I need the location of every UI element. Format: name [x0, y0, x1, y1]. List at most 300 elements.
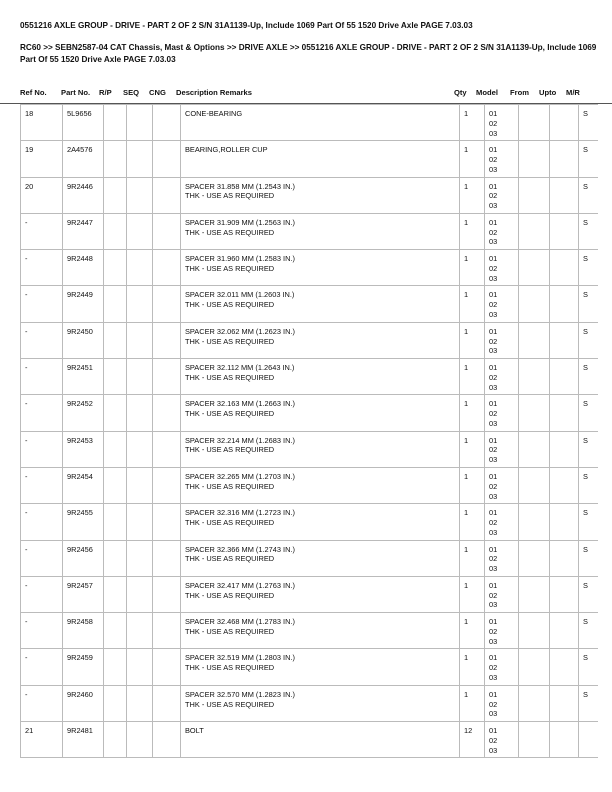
model	[485, 540, 519, 576]
table-row	[21, 576, 599, 612]
part-no: 9R2451	[63, 359, 104, 395]
description-line-2: THK - USE AS REQUIRED	[185, 663, 275, 673]
model-3: 03	[489, 237, 498, 247]
part-no: 9R2452	[63, 395, 104, 431]
table-row	[21, 649, 599, 685]
model	[485, 177, 519, 213]
qty: 1	[460, 213, 485, 249]
ref-no: -	[21, 540, 63, 576]
from-cell	[519, 722, 550, 758]
seq-cell	[127, 250, 153, 286]
model-3: 03	[489, 491, 498, 501]
table-row	[21, 467, 599, 503]
ref-no: -	[21, 504, 63, 540]
rp-cell	[104, 685, 127, 721]
description	[181, 141, 460, 177]
description-line-2: THK - USE AS REQUIRED	[185, 227, 275, 237]
rp-cell	[104, 576, 127, 612]
seq-cell	[127, 141, 153, 177]
col-mr: M/R	[566, 88, 580, 97]
model-2: 02	[489, 409, 498, 419]
model-3: 03	[489, 455, 498, 465]
table-row	[21, 322, 599, 358]
qty: 1	[460, 504, 485, 540]
col-from: From	[510, 88, 529, 97]
table-row	[21, 359, 599, 395]
description-line-1: SPACER 32.366 MM (1.2743 IN.)	[185, 544, 295, 554]
seq-cell	[127, 540, 153, 576]
cng-cell	[153, 540, 181, 576]
description-line-2: THK - USE AS REQUIRED	[185, 626, 275, 636]
description-line-1: BOLT	[185, 726, 204, 736]
part-no: 9R2460	[63, 685, 104, 721]
from-cell	[519, 504, 550, 540]
model-3: 03	[489, 201, 498, 211]
model-1: 01	[489, 109, 498, 118]
model-3: 03	[489, 600, 498, 610]
model-2: 02	[489, 336, 498, 346]
qty: 1	[460, 395, 485, 431]
qty: 1	[460, 685, 485, 721]
rp-cell	[104, 504, 127, 540]
cng-cell	[153, 431, 181, 467]
from-cell	[519, 431, 550, 467]
rp-cell	[104, 649, 127, 685]
model	[485, 213, 519, 249]
model	[485, 431, 519, 467]
qty: 1	[460, 177, 485, 213]
upto-cell	[550, 431, 579, 467]
mr: S	[579, 250, 599, 286]
mr: S	[579, 504, 599, 540]
from-cell	[519, 467, 550, 503]
seq-cell	[127, 431, 153, 467]
cng-cell	[153, 467, 181, 503]
upto-cell	[550, 250, 579, 286]
table-row	[21, 141, 599, 177]
mr: S	[579, 359, 599, 395]
mr: S	[579, 467, 599, 503]
seq-cell	[127, 395, 153, 431]
part-no: 9R2446	[63, 177, 104, 213]
description-line-1: BEARING,ROLLER CUP	[185, 145, 268, 155]
part-no: 9R2453	[63, 431, 104, 467]
part-no: 9R2450	[63, 322, 104, 358]
mr: S	[579, 685, 599, 721]
rp-cell	[104, 613, 127, 649]
from-cell	[519, 322, 550, 358]
from-cell	[519, 649, 550, 685]
seq-cell	[127, 177, 153, 213]
description-line-1: SPACER 32.265 MM (1.2703 IN.)	[185, 471, 295, 481]
upto-cell	[550, 141, 579, 177]
qty: 1	[460, 359, 485, 395]
upto-cell	[550, 613, 579, 649]
qty: 1	[460, 467, 485, 503]
model-3: 03	[489, 164, 498, 174]
model-1: 01	[489, 471, 498, 481]
cng-cell	[153, 576, 181, 612]
model	[485, 649, 519, 685]
col-upto: Upto	[539, 88, 557, 97]
model-3: 03	[489, 128, 498, 138]
description	[181, 467, 460, 503]
description-line-1: SPACER 31.909 MM (1.2563 IN.)	[185, 217, 295, 227]
part-no: 9R2459	[63, 649, 104, 685]
ref-no: -	[21, 213, 63, 249]
qty: 1	[460, 286, 485, 322]
rp-cell	[104, 213, 127, 249]
part-no: 9R2448	[63, 250, 104, 286]
model-3: 03	[489, 673, 498, 683]
model	[485, 395, 519, 431]
description-line-2: THK - USE AS REQUIRED	[185, 300, 275, 310]
rp-cell	[104, 467, 127, 503]
model-1: 01	[489, 290, 498, 300]
description-line-1: SPACER 32.316 MM (1.2723 IN.)	[185, 508, 295, 518]
model-2: 02	[489, 663, 498, 673]
ref-no: -	[21, 649, 63, 685]
rp-cell	[104, 540, 127, 576]
ref-no: -	[21, 613, 63, 649]
description-line-2: THK - USE AS REQUIRED	[185, 518, 275, 528]
cng-cell	[153, 722, 181, 758]
mr: S	[579, 105, 599, 141]
mr: S	[579, 431, 599, 467]
cng-cell	[153, 322, 181, 358]
part-no: 5L9656	[63, 105, 104, 141]
model-1: 01	[489, 689, 498, 699]
model-3: 03	[489, 709, 498, 719]
model-1: 01	[489, 363, 498, 373]
ref-no: 21	[21, 722, 63, 758]
model	[485, 467, 519, 503]
upto-cell	[550, 576, 579, 612]
col-desc: Description Remarks	[176, 88, 252, 97]
cng-cell	[153, 685, 181, 721]
ref-no: -	[21, 286, 63, 322]
model-1: 01	[489, 653, 498, 663]
part-no: 9R2447	[63, 213, 104, 249]
upto-cell	[550, 722, 579, 758]
ref-no: -	[21, 467, 63, 503]
description	[181, 722, 460, 758]
table-row	[21, 613, 599, 649]
cng-cell	[153, 395, 181, 431]
rp-cell	[104, 395, 127, 431]
description	[181, 685, 460, 721]
ref-no: 19	[21, 141, 63, 177]
qty: 1	[460, 576, 485, 612]
model-3: 03	[489, 310, 498, 320]
ref-no: -	[21, 322, 63, 358]
qty: 1	[460, 141, 485, 177]
from-cell	[519, 359, 550, 395]
ref-no: -	[21, 395, 63, 431]
description-line-1: SPACER 32.417 MM (1.2763 IN.)	[185, 580, 295, 590]
mr: S	[579, 613, 599, 649]
col-rp: R/P	[99, 88, 112, 97]
col-ref: Ref No.	[20, 88, 47, 97]
table-row	[21, 540, 599, 576]
part-no: 9R2449	[63, 286, 104, 322]
ref-no: -	[21, 250, 63, 286]
cng-cell	[153, 649, 181, 685]
model	[485, 576, 519, 612]
cng-cell	[153, 613, 181, 649]
mr: S	[579, 141, 599, 177]
description-line-2: THK - USE AS REQUIRED	[185, 699, 275, 709]
qty: 1	[460, 540, 485, 576]
parts-table-container	[20, 104, 598, 759]
part-no: 2A4576	[63, 141, 104, 177]
model	[485, 105, 519, 141]
cng-cell	[153, 286, 181, 322]
model	[485, 359, 519, 395]
upto-cell	[550, 213, 579, 249]
parts-table	[20, 104, 598, 758]
mr: S	[579, 286, 599, 322]
description	[181, 250, 460, 286]
description	[181, 322, 460, 358]
model-2: 02	[489, 481, 498, 491]
description	[181, 504, 460, 540]
col-qty: Qty	[454, 88, 467, 97]
description-line-1: SPACER 32.468 MM (1.2783 IN.)	[185, 617, 295, 627]
seq-cell	[127, 613, 153, 649]
from-cell	[519, 141, 550, 177]
description-line-2: THK - USE AS REQUIRED	[185, 445, 275, 455]
description	[181, 576, 460, 612]
description	[181, 105, 460, 141]
model-3: 03	[489, 564, 498, 574]
mr: S	[579, 213, 599, 249]
table-row	[21, 286, 599, 322]
model	[485, 141, 519, 177]
table-row	[21, 177, 599, 213]
upto-cell	[550, 504, 579, 540]
cng-cell	[153, 105, 181, 141]
cng-cell	[153, 504, 181, 540]
qty: 1	[460, 613, 485, 649]
col-part: Part No.	[61, 88, 91, 97]
model-2: 02	[489, 155, 498, 165]
cng-cell	[153, 250, 181, 286]
col-seq: SEQ	[123, 88, 140, 97]
description-line-1: SPACER 32.112 MM (1.2643 IN.)	[185, 363, 295, 373]
mr	[579, 722, 599, 758]
mr: S	[579, 649, 599, 685]
model	[485, 722, 519, 758]
seq-cell	[127, 213, 153, 249]
upto-cell	[550, 685, 579, 721]
rp-cell	[104, 286, 127, 322]
from-cell	[519, 177, 550, 213]
model-2: 02	[489, 590, 498, 600]
table-row	[21, 722, 599, 758]
model-1: 01	[489, 544, 498, 554]
page-title: 0551216 AXLE GROUP - DRIVE - PART 2 OF 2 S/N 31A1139-Up, Include 1069 Part Of 55 1520 Drive Axle PAGE 7.03.03	[20, 21, 473, 30]
col-cng: CNG	[149, 88, 166, 97]
part-no: 9R2457	[63, 576, 104, 612]
from-cell	[519, 540, 550, 576]
description-line-1: SPACER 31.858 MM (1.2543 IN.)	[185, 181, 295, 191]
qty: 12	[460, 722, 485, 758]
from-cell	[519, 286, 550, 322]
model-1: 01	[489, 326, 498, 336]
ref-no: -	[21, 431, 63, 467]
seq-cell	[127, 722, 153, 758]
qty: 1	[460, 105, 485, 141]
rp-cell	[104, 322, 127, 358]
model	[485, 286, 519, 322]
model-1: 01	[489, 399, 498, 409]
description	[181, 177, 460, 213]
model-1: 01	[489, 617, 498, 627]
cng-cell	[153, 177, 181, 213]
table-row	[21, 504, 599, 540]
ref-no: 20	[21, 177, 63, 213]
seq-cell	[127, 286, 153, 322]
seq-cell	[127, 105, 153, 141]
part-no: 9R2455	[63, 504, 104, 540]
description-line-2: THK - USE AS REQUIRED	[185, 481, 275, 491]
model	[485, 504, 519, 540]
seq-cell	[127, 467, 153, 503]
breadcrumb: RC60 >> SEBN2587-04 CAT Chassis, Mast & Options >> DRIVE AXLE >> 0551216 AXLE GROUP - DRIVE - PART 2 OF 2 S/N 31A1139-Up, Include 1069 Part Of 55 1520 Drive Axle PAGE 7.03.03	[20, 43, 597, 64]
model-1: 01	[489, 145, 498, 155]
description	[181, 613, 460, 649]
model-3: 03	[489, 273, 498, 283]
description-line-2: THK - USE AS REQUIRED	[185, 336, 275, 346]
from-cell	[519, 105, 550, 141]
table-row	[21, 395, 599, 431]
rp-cell	[104, 431, 127, 467]
model	[485, 250, 519, 286]
model-1: 01	[489, 580, 498, 590]
qty: 1	[460, 431, 485, 467]
ref-no: -	[21, 685, 63, 721]
mr: S	[579, 177, 599, 213]
model-3: 03	[489, 636, 498, 646]
rp-cell	[104, 177, 127, 213]
model-2: 02	[489, 518, 498, 528]
description-line-2: THK - USE AS REQUIRED	[185, 372, 275, 382]
part-no: 9R2458	[63, 613, 104, 649]
description	[181, 286, 460, 322]
model-2: 02	[489, 372, 498, 382]
from-cell	[519, 613, 550, 649]
description-line-1: SPACER 31.960 MM (1.2583 IN.)	[185, 254, 295, 264]
upto-cell	[550, 322, 579, 358]
upto-cell	[550, 105, 579, 141]
model-3: 03	[489, 418, 498, 428]
model-1: 01	[489, 254, 498, 264]
model-3: 03	[489, 745, 498, 755]
seq-cell	[127, 322, 153, 358]
cng-cell	[153, 213, 181, 249]
model-2: 02	[489, 118, 498, 128]
model-3: 03	[489, 346, 498, 356]
from-cell	[519, 213, 550, 249]
mr: S	[579, 540, 599, 576]
qty: 1	[460, 649, 485, 685]
model	[485, 613, 519, 649]
description-line-2: THK - USE AS REQUIRED	[185, 554, 275, 564]
description-line-1: SPACER 32.011 MM (1.2603 IN.)	[185, 290, 295, 300]
seq-cell	[127, 359, 153, 395]
seq-cell	[127, 504, 153, 540]
description-line-2: THK - USE AS REQUIRED	[185, 263, 275, 273]
seq-cell	[127, 649, 153, 685]
rp-cell	[104, 105, 127, 141]
from-cell	[519, 576, 550, 612]
description-line-1: SPACER 32.570 MM (1.2823 IN.)	[185, 689, 295, 699]
model-2: 02	[489, 300, 498, 310]
description-line-1: SPACER 32.062 MM (1.2623 IN.)	[185, 326, 295, 336]
model-2: 02	[489, 445, 498, 455]
description-line-2: THK - USE AS REQUIRED	[185, 409, 275, 419]
description	[181, 649, 460, 685]
description-line-1: CONE-BEARING	[185, 109, 243, 118]
model-2: 02	[489, 227, 498, 237]
model-2: 02	[489, 554, 498, 564]
upto-cell	[550, 540, 579, 576]
model-1: 01	[489, 435, 498, 445]
upto-cell	[550, 649, 579, 685]
model-2: 02	[489, 191, 498, 201]
ref-no: 18	[21, 105, 63, 141]
model-3: 03	[489, 527, 498, 537]
table-row	[21, 213, 599, 249]
qty: 1	[460, 250, 485, 286]
model	[485, 685, 519, 721]
upto-cell	[550, 467, 579, 503]
mr: S	[579, 395, 599, 431]
rp-cell	[104, 141, 127, 177]
rp-cell	[104, 359, 127, 395]
part-no: 9R2454	[63, 467, 104, 503]
description	[181, 431, 460, 467]
ref-no: -	[21, 359, 63, 395]
ref-no: -	[21, 576, 63, 612]
model-1: 01	[489, 726, 498, 736]
upto-cell	[550, 177, 579, 213]
description-line-2: THK - USE AS REQUIRED	[185, 590, 275, 600]
from-cell	[519, 685, 550, 721]
table-row	[21, 685, 599, 721]
description	[181, 359, 460, 395]
rp-cell	[104, 722, 127, 758]
model-2: 02	[489, 263, 498, 273]
model-2: 02	[489, 735, 498, 745]
description	[181, 540, 460, 576]
seq-cell	[127, 576, 153, 612]
qty: 1	[460, 322, 485, 358]
part-no: 9R2481	[63, 722, 104, 758]
cng-cell	[153, 141, 181, 177]
model-1: 01	[489, 181, 498, 191]
upto-cell	[550, 395, 579, 431]
mr: S	[579, 576, 599, 612]
description	[181, 395, 460, 431]
model-2: 02	[489, 626, 498, 636]
description-line-2: THK - USE AS REQUIRED	[185, 191, 275, 201]
col-model: Model	[476, 88, 498, 97]
mr: S	[579, 322, 599, 358]
description-line-1: SPACER 32.163 MM (1.2663 IN.)	[185, 399, 295, 409]
from-cell	[519, 250, 550, 286]
